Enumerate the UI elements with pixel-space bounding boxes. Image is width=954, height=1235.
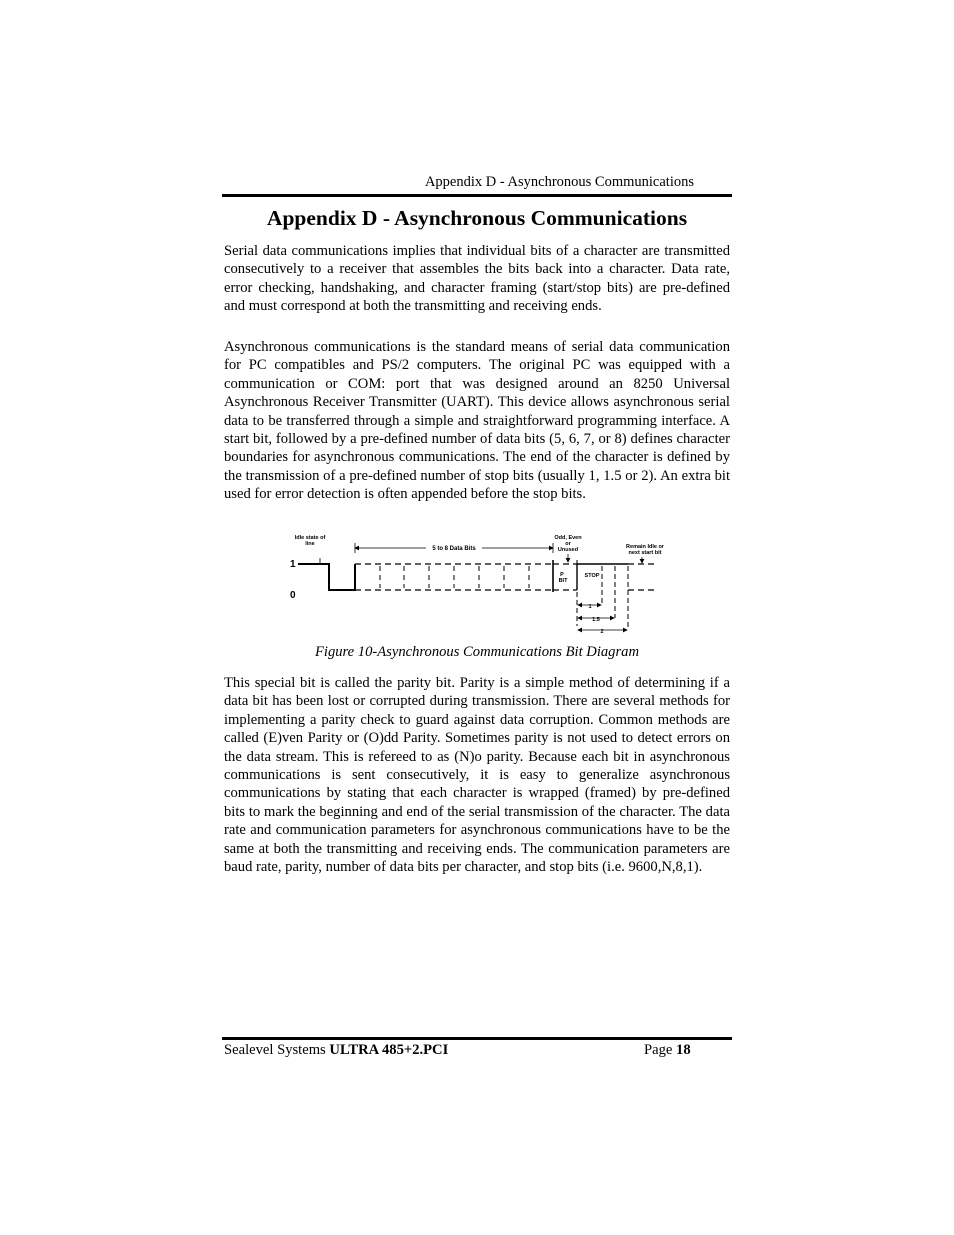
footer-company: Sealevel Systems bbox=[224, 1042, 326, 1058]
data-bits-label: 5 to 8 Data Bits bbox=[432, 546, 476, 552]
bit-diagram-figure bbox=[280, 530, 680, 640]
paragraph-2: Asynchronous communications is the standard means of serial data communication for PC compatibles and PS/2 computers. The original PC was equipped with a communication or COM: port that was designed around an 8250 Universal Asynchronous Receiver Transmitter (UART). This device allows asynchronous serial data to be transferred through a simple and straightforward programming interface. A start bit, followed by a pre-defined number of data bits (5, 6, 7, or 8) defines character boundaries for asynchronous communications. The end of the character is defined by the transmission of a pre-defined number of stop bits (usually 1, 1.5 or 2). An extra bit used for error detection is often appended before the stop bits. bbox=[224, 339, 730, 503]
p-bit-label-2: BIT bbox=[558, 578, 568, 584]
footer-page-label: Page bbox=[644, 1042, 673, 1058]
footer-product: ULTRA 485+2.PCI bbox=[329, 1042, 449, 1058]
paragraph-1: Serial data communications implies that individual bits of a character are transmitted consecutively to a receiver that assembles the bits back into a character. Data rate, error checking, handshaking, and character framing (start/stop bits) are pre-defined and must correspond at both the transmitting and receiving ends. bbox=[224, 243, 730, 315]
level-zero-label: 0 bbox=[290, 590, 296, 601]
footer-page-number: 18 bbox=[676, 1042, 691, 1058]
data-bit-boundaries bbox=[380, 566, 529, 588]
bit-diagram bbox=[280, 530, 680, 640]
start-bit-waveform bbox=[298, 564, 355, 590]
stop-2-label: 2 bbox=[600, 629, 604, 635]
stop-1-5-label: 1.5 bbox=[592, 617, 600, 623]
p-bit-label-1: P bbox=[560, 572, 564, 578]
idle-label-2: line bbox=[305, 541, 315, 547]
page-title: Appendix D - Asynchronous Communications bbox=[266, 206, 688, 230]
stop-1-label: 1 bbox=[588, 604, 592, 610]
footer-rule bbox=[222, 1037, 732, 1040]
paragraph-3: This special bit is called the parity bit. Parity is a simple method of determining if a data bit has been lost or corrupted during transmission. There are several methods for implementing a parity check to guard against data corruption. Common methods are called (E)ven Parity or (O)dd Parity. Sometimes parity is not used to detect errors on the data stream. This is refereed to as (N)o parity. Because each bit in asynchronous communications is sent consecutively, it is easy to generalize asynchronous communications by stating that each character is wrapped (framed) by pre-defined bits to mark the beginning and end of the serial transmission of the character. The data rate and communication parameters for asynchronous communications have to be the same at both the transmitting and receiving ends. The communication parameters are baud rate, parity, number of data bits per character, and stop bits (i.e. 9600,N,8,1). bbox=[224, 675, 730, 876]
parity-label-2: or bbox=[565, 541, 571, 547]
footer-left bbox=[224, 1042, 448, 1059]
header-rule bbox=[222, 194, 732, 197]
figure-caption: Figure 10-Asynchronous Communications Bit Diagram bbox=[314, 644, 639, 660]
stop-label: STOP bbox=[584, 573, 600, 579]
remain-label-2: next start bit bbox=[628, 550, 662, 556]
idle-label-1: Idle state of bbox=[294, 535, 326, 541]
running-header: Appendix D - Asynchronous Communications bbox=[424, 174, 694, 190]
remain-label-1: Remain Idle or bbox=[626, 544, 664, 550]
parity-label-1: Odd, Even bbox=[554, 535, 582, 541]
parity-label-3: Unused bbox=[557, 547, 579, 553]
level-one-label: 1 bbox=[290, 559, 296, 570]
footer-page bbox=[644, 1042, 691, 1059]
